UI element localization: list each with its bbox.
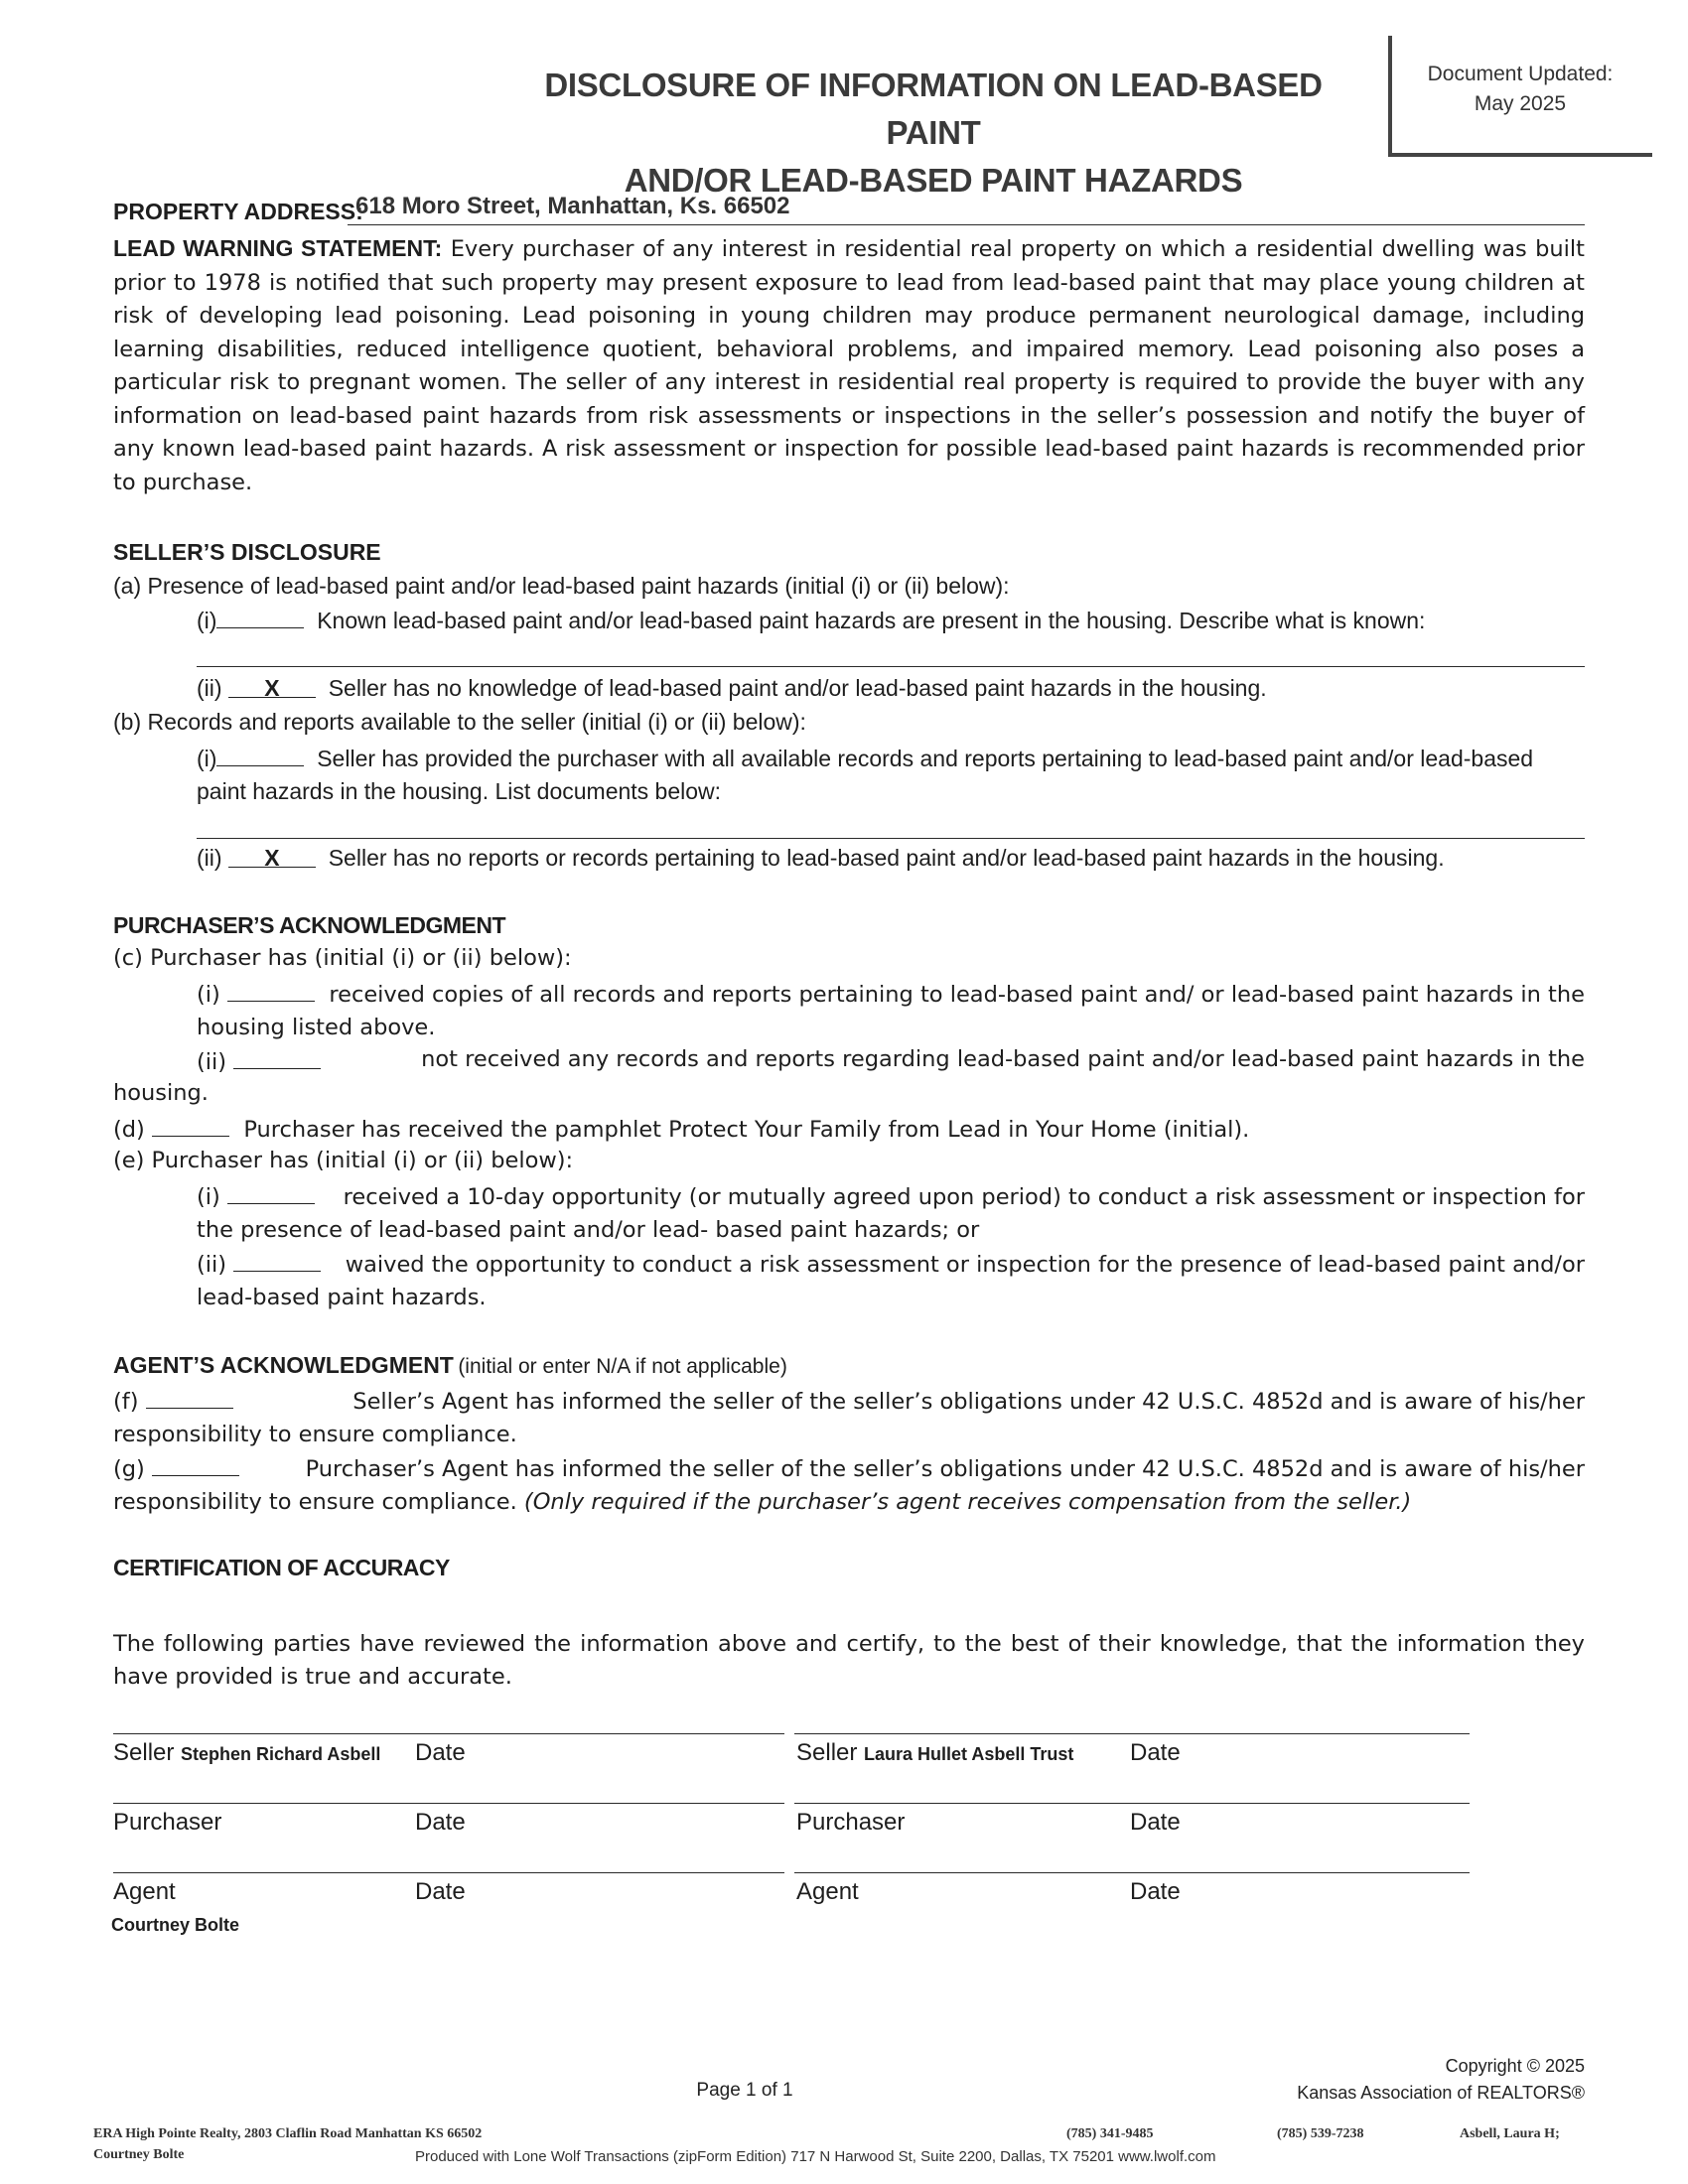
item-note: (Only required if the purchaser’s agent receives compensation from the seller.) <box>523 1489 1412 1515</box>
certification-heading: CERTIFICATION OF ACCURACY <box>113 1555 450 1580</box>
seller-label: Seller <box>796 1739 858 1766</box>
seller-1-date-label: Date <box>415 1739 466 1766</box>
item-text: the presence of lead-based paint and/or lead- based paint hazards; or <box>197 1217 980 1243</box>
item-label: (i) <box>197 608 217 633</box>
item-text: Seller has no reports or records pertaining to lead-based paint and/or lead-based paint hazards in the housing. <box>328 845 1445 871</box>
item-text: Seller has provided the purchaser with all available records and reports pertaining to lead-based paint and/or lead-based <box>317 746 1534 771</box>
seller-item-b-i <box>197 743 1587 808</box>
item-text: received a 10-day opportunity (or mutually agreed upon period) to conduct a risk assessment or inspection for <box>343 1184 1585 1210</box>
item-text: Seller has no knowledge of lead-based paint and/or lead-based paint hazards in the housing. <box>328 675 1267 701</box>
seller-2-name: Laura Hullet Asbell Trust <box>864 1744 1074 1764</box>
purchaser-1-label: Purchaser <box>113 1809 222 1836</box>
purchaser-2-label: Purchaser <box>796 1809 906 1836</box>
initial-blank-e-i[interactable] <box>227 1181 315 1204</box>
initial-blank-f[interactable] <box>146 1386 233 1409</box>
item-text: housing listed above. <box>197 1015 436 1040</box>
signature-line-seller-2[interactable] <box>794 1733 1470 1734</box>
purchaser-item-e: (e) Purchaser has (initial (i) or (ii) below): <box>113 1148 574 1173</box>
item-text: Known lead-based paint and/or lead-based paint hazards are present in the housing. Describe what is known: <box>317 608 1426 633</box>
lead-warning-label: LEAD WARNING STATEMENT: <box>113 235 443 261</box>
initial-blank-e-ii[interactable] <box>233 1249 321 1272</box>
item-label: (ii) <box>197 675 222 701</box>
agents-ack-note: (initial or enter N/A if not applicable) <box>458 1355 787 1378</box>
item-label: (i) <box>197 746 217 771</box>
agent-item-f <box>113 1386 1585 1451</box>
agent-2-date-label: Date <box>1130 1878 1181 1905</box>
signature-line-agent-2[interactable] <box>794 1872 1470 1873</box>
title-line-1: DISCLOSURE OF INFORMATION ON LEAD-BASED PAINT <box>544 67 1323 151</box>
sellers-disclosure-heading: SELLER’S DISCLOSURE <box>113 539 381 565</box>
seller-1-block <box>113 1739 380 1767</box>
property-address-line <box>348 224 1585 225</box>
item-text: Seller’s Agent has informed the seller of the seller’s obligations under 42 U.S.C. 4852d and is aware of his/her <box>352 1389 1585 1415</box>
seller-label: Seller <box>113 1739 175 1766</box>
initial-blank-a-i[interactable] <box>216 606 304 628</box>
footer-fax: (785) 539-7238 <box>1277 2126 1364 2141</box>
agent-1-label: Agent <box>113 1878 176 1905</box>
seller-2-date-label: Date <box>1130 1739 1181 1766</box>
footer-agent: Courtney Bolte <box>93 2147 185 2162</box>
property-address-label: PROPERTY ADDRESS: <box>113 199 363 224</box>
seller-item-b: (b) Records and reports available to the seller (initial (i) or (ii) below): <box>113 709 806 735</box>
purchaser-item-c-i <box>197 979 1585 1044</box>
item-text: responsibility to ensure compliance. <box>113 1422 517 1447</box>
item-text: not received any records and reports regarding lead-based paint and/or lead-based paint hazards in the <box>421 1046 1585 1072</box>
initial-blank-c-ii[interactable] <box>233 1046 321 1069</box>
purchaser-2-date-label: Date <box>1130 1809 1181 1836</box>
updated-note <box>1392 60 1648 119</box>
document-title <box>496 62 1370 205</box>
item-text: lead-based paint hazards. <box>197 1285 487 1310</box>
agents-acknowledgment-heading <box>113 1352 787 1379</box>
signature-line-purchaser-2[interactable] <box>794 1803 1470 1804</box>
agent-item-g <box>113 1453 1585 1519</box>
signature-line-agent-1[interactable] <box>113 1872 784 1873</box>
footer-produced: Produced with Lone Wolf Transactions (zipForm Edition) 717 N Harwood St, Suite 2200, Dallas, TX 75201 www.lwolf.com <box>415 2148 1216 2165</box>
purchaser-item-e-ii <box>197 1249 1585 1314</box>
footer-brokerage: ERA High Pointe Realty, 2803 Claflin Road Manhattan KS 66502 <box>93 2126 483 2141</box>
item-text: responsibility to ensure compliance. <box>113 1489 517 1515</box>
updated-label: Document Updated: <box>1427 63 1614 85</box>
purchaser-item-c-ii-cont: housing. <box>113 1080 209 1106</box>
title-line-2: AND/OR LEAD-BASED PAINT HAZARDS <box>624 162 1243 199</box>
seller-item-a-i <box>197 606 1425 634</box>
seller-1-name: Stephen Richard Asbell <box>181 1744 381 1764</box>
initial-blank-b-ii[interactable]: X <box>228 845 316 868</box>
certification-text: The following parties have reviewed the information above and certify, to the best of their knowledge, that the information they have provided is true and accurate. <box>113 1631 1585 1690</box>
item-text: received copies of all records and reports pertaining to lead-based paint and/ or lead-based paint hazards in the <box>329 982 1585 1008</box>
item-label: (i) <box>197 1184 220 1210</box>
initial-blank-c-i[interactable] <box>227 979 315 1002</box>
item-label: (i) <box>197 982 220 1008</box>
purchaser-item-c: (c) Purchaser has (initial (i) or (ii) below): <box>113 945 572 971</box>
item-text: Purchaser’s Agent has informed the seller of the seller’s obligations under 42 U.S.C. 4852d and is aware of his/her <box>305 1456 1585 1482</box>
lead-warning-text: Every purchaser of any interest in residential real property on which a residential dwelling was built prior to 1978 is notified that such property may present exposure to lead from lead-based paint that may place young children at risk of developing lead poisoning. Lead poisoning in young children may produce permanent neurological damage, including learning disabilities, reduced intelligence quotient, behavioral problems, and impaired memory. Lead poisoning also poses a particular risk to pregnant women. The seller of any interest in residential real property is required to provide the buyer with any information on lead-based paint hazards from risk assessments or inspections in the seller’s possession and notify the buyer of any known lead-based paint hazards. A risk assessment or inspection for possible lead-based paint hazards is recommended prior to purchase. <box>113 236 1585 495</box>
initial-blank-a-ii[interactable]: X <box>228 675 316 698</box>
item-text: waived the opportunity to conduct a risk assessment or inspection for the presence of lead-based paint and/or <box>345 1252 1585 1278</box>
seller-item-a: (a) Presence of lead-based paint and/or lead-based paint hazards (initial (i) or (ii) below): <box>113 573 1010 599</box>
seller-2-block <box>796 1739 1073 1767</box>
seller-item-b-ii <box>197 845 1445 872</box>
agent-1-name: Courtney Bolte <box>111 1915 240 1935</box>
item-label: (f) <box>113 1389 139 1415</box>
purchaser-item-d <box>113 1114 1249 1143</box>
signature-line-purchaser-1[interactable] <box>113 1803 784 1804</box>
item-label: (g) <box>113 1456 145 1482</box>
describe-known-line <box>197 666 1585 667</box>
seller-item-a-ii <box>197 675 1267 702</box>
footer-client: Asbell, Laura H; <box>1460 2126 1560 2141</box>
item-label: (d) <box>113 1117 145 1143</box>
initial-blank-b-i[interactable] <box>216 744 304 766</box>
item-text: paint hazards in the housing. List documents below: <box>197 778 722 804</box>
purchaser-item-e-i <box>197 1181 1585 1247</box>
item-label: (ii) <box>197 845 222 871</box>
property-address-value[interactable]: 618 Moro Street, Manhattan, Ks. 66502 <box>355 193 790 219</box>
purchaser-item-c-ii <box>197 1046 1585 1075</box>
agent-2-label: Agent <box>796 1878 859 1905</box>
agents-ack-title: AGENT’S ACKNOWLEDGMENT <box>113 1352 454 1378</box>
page-number: Page 1 of 1 <box>696 2080 793 2101</box>
initial-blank-g[interactable] <box>152 1453 239 1476</box>
association-text: Kansas Association of REALTORS® <box>1297 2083 1585 2103</box>
copyright-text: Copyright © 2025 <box>1445 2056 1585 2076</box>
updated-date: May 2025 <box>1474 92 1567 115</box>
signature-line-seller-1[interactable] <box>113 1733 784 1734</box>
purchasers-acknowledgment-heading: PURCHASER’S ACKNOWLEDGMENT <box>113 912 506 938</box>
agent-1-date-label: Date <box>415 1878 466 1905</box>
copyright-block <box>1380 2053 1585 2080</box>
item-text: Purchaser has received the pamphlet Protect Your Family from Lead in Your Home (initial). <box>243 1117 1250 1143</box>
initial-blank-d[interactable] <box>152 1114 229 1137</box>
lead-warning-statement <box>113 232 1585 499</box>
list-documents-line <box>197 838 1585 839</box>
footer-phone: (785) 341-9485 <box>1066 2126 1154 2141</box>
item-label: (ii) <box>197 1049 227 1075</box>
purchaser-1-date-label: Date <box>415 1809 466 1836</box>
item-label: (ii) <box>197 1252 227 1278</box>
